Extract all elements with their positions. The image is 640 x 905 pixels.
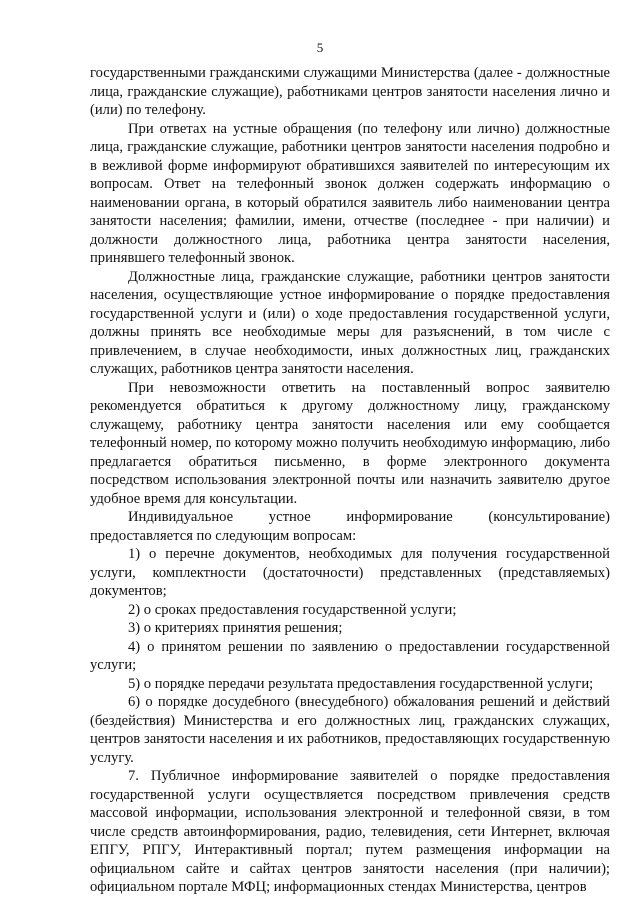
paragraph-oral-responses: При ответах на устные обращения (по телефону или лично) должностные лица, гражданские служащие, работники центров занятости населения подробно и в вежливой форме информируют обратившихся заявителей по интересующим их вопросам. Ответ на телефонный звонок должен содержать информацию о наименовании органа, в который обратился заявитель либо наименовании центра занятости населения; фамилии, имени, отчестве (последнее - при наличии) и должности должностного лица, работника центра занятости населения, принявшего телефонный звонок. bbox=[90, 120, 610, 266]
paragraph-oral-informing-duties: Должностные лица, гражданские служащие, работники центров занятости населения, осуществляющие устное информирование о порядке предоставления государственной услуги и (или) о ходе предоставления государственной услуги, должны принять все необходимые меры для разъяснений, в том числе с привлечением, в случае необходимости, иных должностных лиц, гражданских служащих, работников центра занятости населения. bbox=[90, 268, 610, 377]
list-item-4: 4) о принятом решении по заявлению о предоставлении государственной услуги; bbox=[90, 638, 610, 673]
list-item-6: 6) о порядке досудебного (внесудебного) обжалования решений и действий (бездействия) Министерства и его должностных лиц, гражданских служащих, центров занятости населения и их работников, предоставляющих государственную услугу. bbox=[90, 694, 610, 766]
paragraph-individual-informing: Индивидуальное устное информирование (консультирование) предоставляется по следующим вопросам: bbox=[90, 509, 610, 544]
list-item-5: 5) о порядке передачи результата предоставления государственной услуги; bbox=[128, 675, 594, 692]
paragraph-continuation: государственными гражданскими служащими Министерства (далее - должностные лица, гражданские служащие), работниками центров занятости населения лично и (или) по телефону. bbox=[90, 65, 610, 118]
page-number: 5 bbox=[316, 40, 324, 55]
list-item-2: 2) о сроках предоставления государственной услуги; bbox=[128, 601, 457, 618]
paragraph-redirect: При невозможности ответить на поставленный вопрос заявителю рекомендуется обратиться к другому должностному лицу, гражданскому служащему, работнику центра занятости населения или ему сообщается телефонный номер, по которому можно получить необходимую информацию, либо предлагается обратиться письменно, в форме электронного документа посредством использования электронной почты или назначить заявителю другое удобное время для консультации. bbox=[90, 379, 610, 507]
list-item-3: 3) о критериях принятия решения; bbox=[128, 620, 343, 636]
document-body bbox=[90, 64, 610, 897]
list-item-1: 1) о перечне документов, необходимых для получения государственной услуги, комплектности (достаточности) представленных (представляемых) документов; bbox=[90, 546, 610, 599]
paragraph-public-informing: 7. Публичное информирование заявителей о порядке предоставления государственной услуги осуществляется посредством привлечения средств массовой информации, использования электронной и телефонной связи, в том числе средств автоинформирования, радио, телевидения, сети Интернет, включая ЕПГУ, РПГУ, Интерактивный портал; путем размещения информации на официальном сайте и сайтах центров занятости населения (при наличии); официальном портале МФЦ; информационных стендах Министерства, центров bbox=[90, 768, 610, 895]
